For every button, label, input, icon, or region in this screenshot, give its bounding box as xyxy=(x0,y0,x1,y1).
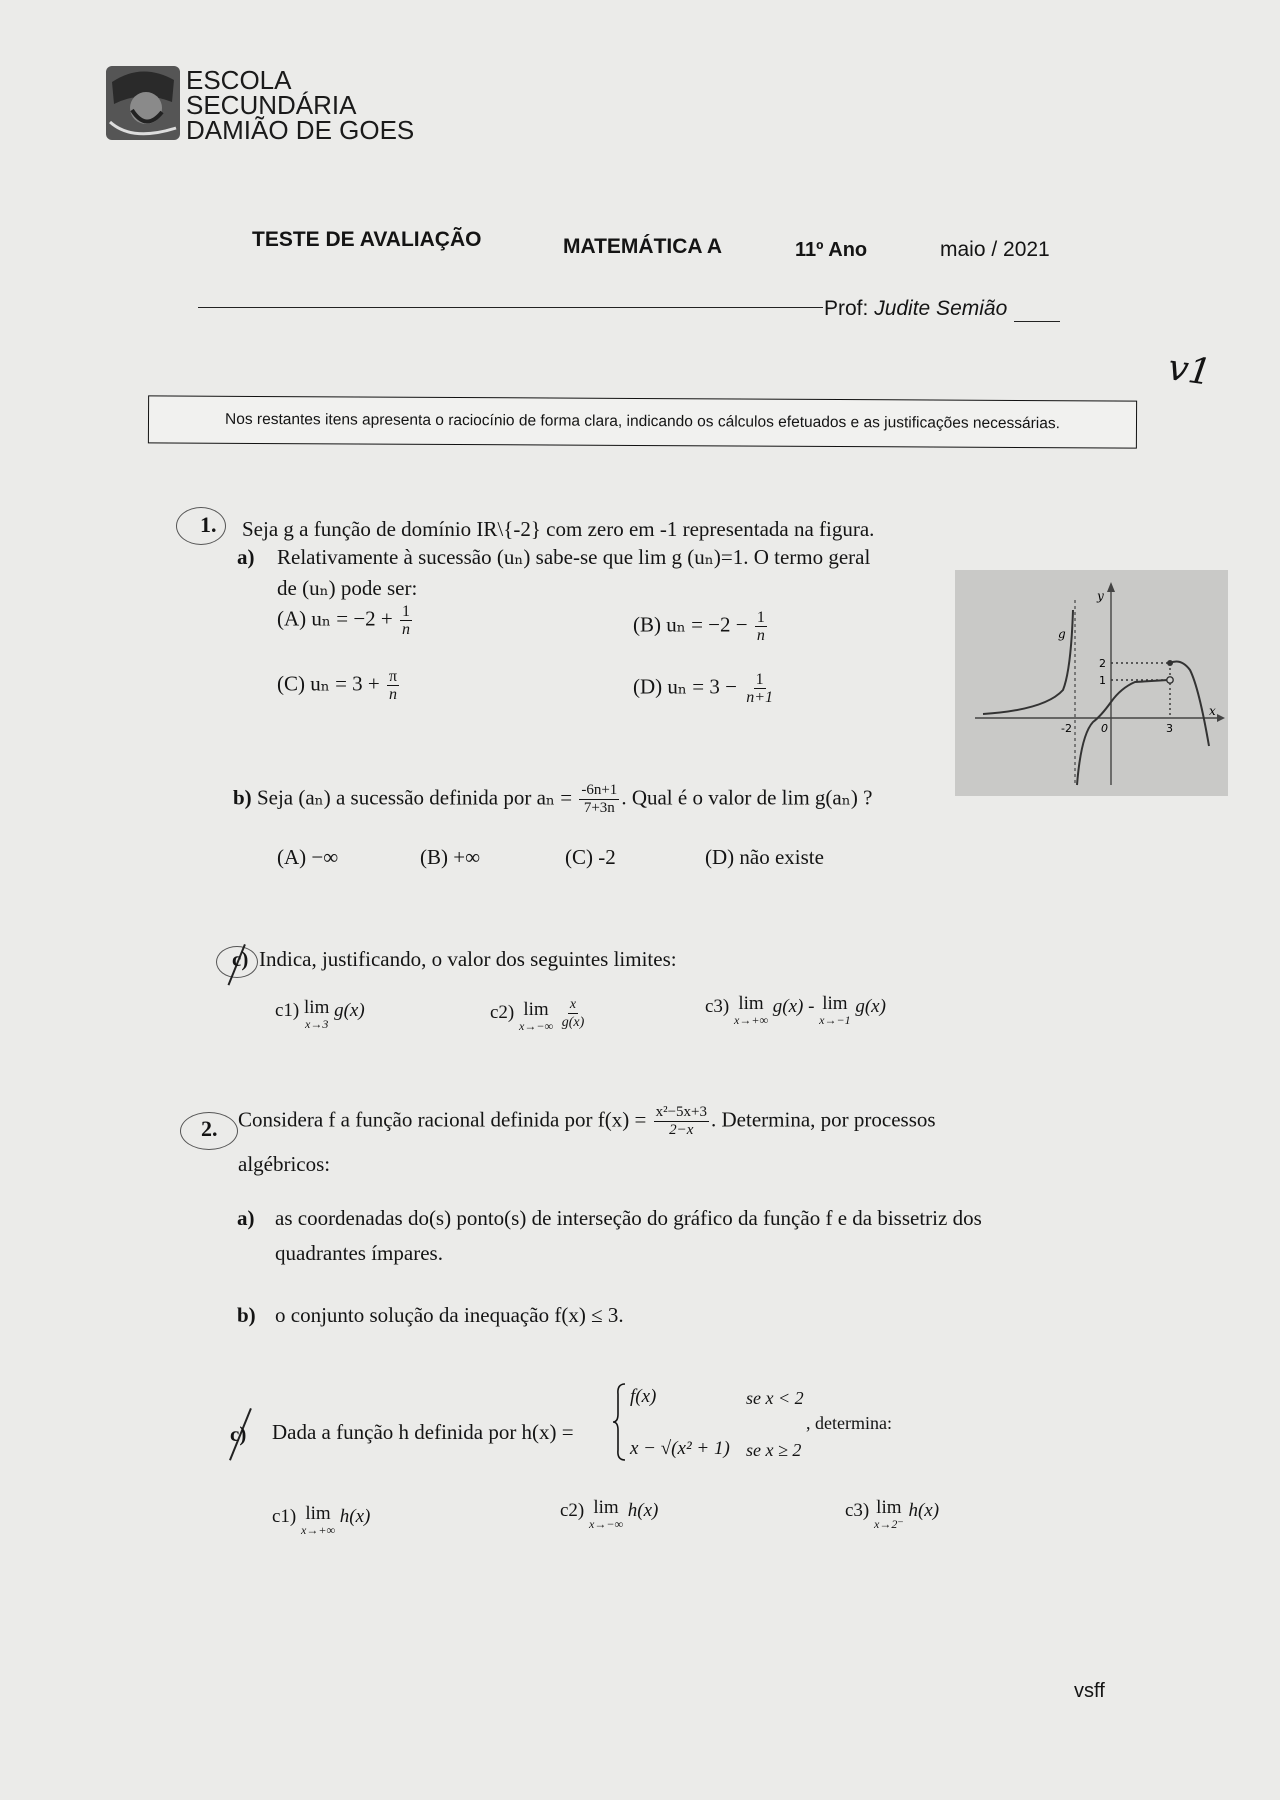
limit-2c1-label: c1) xyxy=(272,1506,297,1527)
piecewise-case2-cond: se x ≥ 2 xyxy=(746,1440,802,1460)
question-1a-label: a) xyxy=(237,545,255,569)
question-1b-label: b) xyxy=(233,785,252,810)
option-1a-C-den: n xyxy=(389,686,398,703)
question-1c-label: c) xyxy=(232,947,249,971)
piecewise-brace xyxy=(612,1382,626,1462)
option-1a-A xyxy=(277,603,414,638)
question-2-stem xyxy=(238,1104,936,1139)
option-1b-D: (D) não existe xyxy=(705,845,824,869)
question-2-den: 2−x xyxy=(669,1122,694,1138)
instructions-box xyxy=(148,395,1137,448)
limit-c2 xyxy=(490,996,588,1034)
limit-c2-label: c2) xyxy=(490,1001,515,1023)
school-name-line1: ESCOLA xyxy=(186,65,292,95)
question-2a-text-2: quadrantes ímpares. xyxy=(275,1241,443,1265)
option-1a-A-den: n xyxy=(402,621,411,638)
curve-tail xyxy=(1170,662,1209,746)
question-1b-num: -6n+1 xyxy=(581,782,618,798)
limit-c2-sub: x→−∞ xyxy=(519,1019,553,1033)
limit-c3-sub2: x→−1 xyxy=(819,1013,851,1027)
option-1b-C: (C) -2 xyxy=(565,845,616,869)
lim-word: lim xyxy=(876,1497,902,1518)
question-2c-tail: , determina: xyxy=(806,1413,892,1433)
graph-origin: 0 xyxy=(1101,722,1108,735)
footer-vsff: vsff xyxy=(1074,1680,1105,1702)
limit-c3-label: c3) xyxy=(705,996,730,1017)
option-1b-B: (B) +∞ xyxy=(420,845,481,869)
curve-right-branch xyxy=(1077,680,1168,785)
question-2a-label: a) xyxy=(237,1206,255,1230)
limit-2c3-expr: h(x) xyxy=(908,1500,940,1521)
question-1-number: 1. xyxy=(200,512,217,537)
option-1a-C-text: (C) uₙ = 3 + xyxy=(277,671,380,696)
lim-word: lim xyxy=(305,1503,331,1524)
limit-2c3-label: c3) xyxy=(845,1500,870,1521)
brace-icon xyxy=(612,1382,626,1462)
lim-word: lim xyxy=(822,993,848,1014)
limit-2c1-sub: x→+∞ xyxy=(301,1523,335,1537)
graph-y-label: y xyxy=(1097,589,1104,603)
graph-tick-3: 3 xyxy=(1166,722,1173,735)
limit-c3-expr2: g(x) xyxy=(855,996,886,1017)
graph-g-label: g xyxy=(1058,627,1066,641)
question-1b xyxy=(233,782,872,817)
question-2-number: 2. xyxy=(201,1116,218,1141)
question-2c-label: c) xyxy=(230,1422,247,1446)
teacher-label: Prof: xyxy=(824,297,875,320)
question-2-stem-1: Considera f a função racional definida por f(x) = xyxy=(238,1107,647,1132)
lim-word: lim xyxy=(523,999,549,1020)
teacher-name: Judite Semião xyxy=(874,297,1008,320)
option-1a-D xyxy=(633,671,777,706)
option-1a-B xyxy=(633,609,769,644)
option-1a-C-num: π xyxy=(389,668,398,685)
curve-left-branch xyxy=(983,610,1073,714)
graph-tick-2: 2 xyxy=(1099,657,1106,670)
limit-2c1 xyxy=(272,1503,371,1538)
lim-word: lim xyxy=(738,993,764,1014)
question-1c-text: Indica, justificando, o valor dos seguintes limites: xyxy=(259,947,677,971)
option-1a-B-num: 1 xyxy=(756,609,765,626)
instructions-text: Nos restantes itens apresenta o raciocínio de forma clara, indicando os cálculos efetuados e as justificações necessárias. xyxy=(225,410,1060,433)
question-2-stem-2: . Determina, por processos xyxy=(711,1107,936,1132)
student-name-line xyxy=(198,307,823,308)
teacher-line xyxy=(824,297,1007,321)
piecewise-case1-expr: f(x) xyxy=(630,1386,657,1407)
version-mark: v1 xyxy=(1165,347,1214,394)
school-logo xyxy=(102,62,184,144)
limit-c1-label: c1) xyxy=(275,1000,300,1021)
x-axis-arrow-icon xyxy=(1217,714,1225,722)
test-date: maio / 2021 xyxy=(940,238,1050,261)
closed-point xyxy=(1167,660,1173,666)
limit-c3-expr1: g(x) - xyxy=(772,996,815,1017)
question-2b-label: b) xyxy=(237,1303,256,1327)
option-1a-B-text: (B) uₙ = −2 − xyxy=(633,612,748,637)
question-2a-text-1: as coordenadas do(s) ponto(s) de interseção do gráfico da função f e da bissetriz dos xyxy=(275,1206,982,1230)
limit-2c2-label: c2) xyxy=(560,1500,585,1521)
option-1a-A-num: 1 xyxy=(402,603,411,620)
graph-canvas xyxy=(955,570,1228,796)
school-year: 11º Ano xyxy=(795,239,868,261)
piecewise-case1-cond: se x < 2 xyxy=(746,1388,804,1408)
lim-word: lim xyxy=(304,997,330,1018)
option-1a-B-den: n xyxy=(756,627,765,644)
piecewise-case2-expr: x − √(x² + 1) xyxy=(630,1438,730,1459)
limit-c2-den: g(x) xyxy=(561,1015,585,1030)
limit-2c2-expr: h(x) xyxy=(627,1500,659,1521)
limit-2c3 xyxy=(845,1497,940,1532)
option-1a-C xyxy=(277,668,401,703)
limit-c2-num: x xyxy=(569,997,577,1012)
limit-2c2 xyxy=(560,1497,659,1532)
option-1b-A: (A) −∞ xyxy=(277,845,339,869)
option-1a-A-text: (A) uₙ = −2 + xyxy=(277,606,393,631)
option-1a-D-num: 1 xyxy=(755,671,764,688)
question-1-stem: Seja g a função de domínio IR\{-2} com zero em -1 representada na figura. xyxy=(242,517,875,541)
limit-c3 xyxy=(705,993,886,1028)
school-name xyxy=(186,65,415,145)
open-point xyxy=(1167,677,1173,683)
school-crest-icon xyxy=(102,62,184,144)
graph-tick-neg2: -2 xyxy=(1061,722,1072,735)
question-1b-den: 7+3n xyxy=(583,800,615,816)
y-axis-arrow-icon xyxy=(1107,582,1115,592)
question-1b-text-1: Seja (aₙ) a sucessão definida por aₙ = xyxy=(256,785,573,810)
school-name-line3: DAMIÃO DE GOES xyxy=(186,115,415,145)
teacher-underline xyxy=(1014,321,1060,322)
question-2b-text: o conjunto solução da inequação f(x) ≤ 3. xyxy=(275,1303,624,1327)
function-graph xyxy=(955,570,1228,796)
question-1b-text-2: . Qual é o valor de lim g(aₙ) ? xyxy=(621,785,873,810)
lim-word: lim xyxy=(593,1497,619,1518)
graph-tick-1: 1 xyxy=(1099,674,1106,687)
option-1a-D-den: n+1 xyxy=(746,689,773,706)
question-2c-text: Dada a função h definida por h(x) = xyxy=(272,1420,574,1444)
limit-c1-sub: x→3 xyxy=(305,1017,329,1031)
question-2-num: x²−5x+3 xyxy=(655,1104,708,1120)
limit-c1-expr: g(x) xyxy=(334,1000,365,1021)
limit-c3-sub1: x→+∞ xyxy=(734,1013,768,1027)
school-name-line2: SECUNDÁRIA xyxy=(186,90,357,120)
question-1a-text-1: Relativamente à sucessão (uₙ) sabe-se que lim g (uₙ)=1. O termo geral xyxy=(277,545,871,569)
test-title: TESTE DE AVALIAÇÃO xyxy=(252,228,482,251)
question-2-stem-3: algébricos: xyxy=(238,1152,331,1176)
limit-2c1-expr: h(x) xyxy=(339,1506,371,1527)
limit-c1 xyxy=(275,997,365,1032)
limit-2c2-sub: x→−∞ xyxy=(589,1517,623,1531)
limit-2c3-sub: x→2⁻ xyxy=(874,1517,904,1531)
subject-title: MATEMÁTICA A xyxy=(563,235,723,258)
option-1a-D-text: (D) uₙ = 3 − xyxy=(633,674,737,699)
graph-x-label: x xyxy=(1209,704,1216,718)
question-1a-text-2: de (uₙ) pode ser: xyxy=(277,576,418,600)
